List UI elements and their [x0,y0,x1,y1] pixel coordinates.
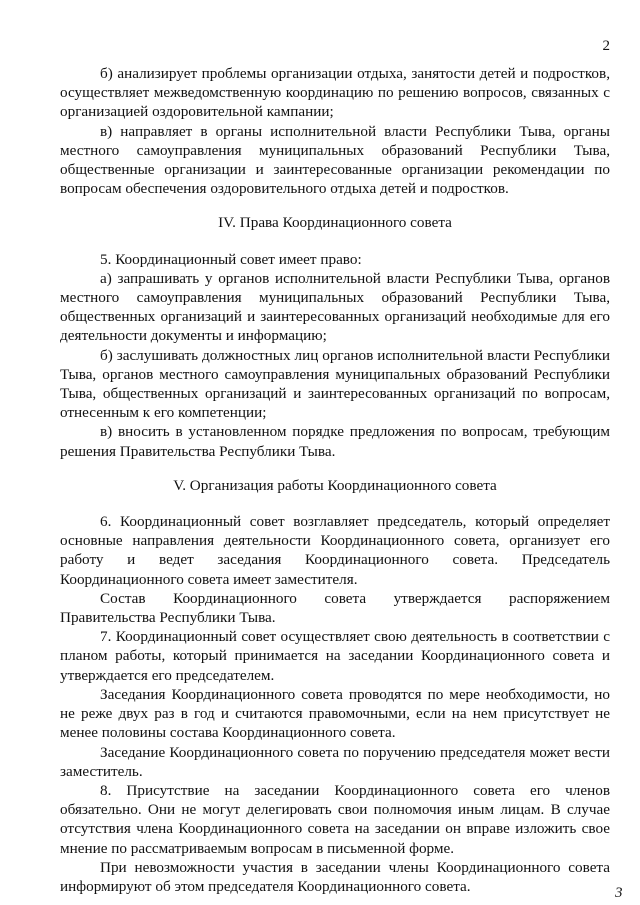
paragraph: При невозможности участия в заседании члены Координационного совета информируют об этом председателя Координационного совета. [60,858,610,895]
section-heading-iv: IV. Права Координационного совета [218,214,452,232]
paragraph: в) вносить в установленном порядке предложения по вопросам, требующим решения Правительства Республики Тыва. [60,423,610,460]
paragraph: 7. Координационный совет осуществляет свою деятельность в соответствии с планом работы, который принимается на заседании Координационного совета и утверждается его председателем. [60,628,610,684]
handwritten-page-mark: 3 [615,885,623,901]
paragraph: 5. Координационный совет имеет право: [100,250,362,268]
document-body [60,64,610,896]
paragraph: 6. Координационный совет возглавляет председатель, который определяет основные направления деятельности Координационного совета, организует его работу и ведет заседания Координационного совета. Председатель Координационного совета имеет заместителя. [60,513,610,588]
paragraph: 8. Присутствие на заседании Координационного совета его членов обязательно. Они не могут делегировать свои полномочия иным лицам. В случае отсутствия члена Координационного совета на заседании он вправе изложить свое мнение по рассматриваемым вопросам в письменной форме. [60,781,610,857]
paragraph: б) анализирует проблемы организации отдыха, занятости детей и подростков, осуществляет межведомственную координацию по решению вопросов, связанных с организацией оздоровительной кампании; [60,65,610,121]
section-heading-v: V. Организация работы Координационного совета [173,476,497,494]
page-number: 2 [602,38,610,54]
paragraph: Заседание Координационного совета по поручению председателя может вести заместитель. [60,743,610,780]
paragraph: Заседания Координационного совета проводятся по мере необходимости, но не реже двух раз в год и считаются правомочными, если на нем присутствует не менее половины состава Координационного совета. [60,685,610,742]
paragraph: в) направляет в органы исполнительной власти Республики Тыва, органы местного самоуправления муниципальных образований Республики Тыва, общественные организации и заинтересованные организации рекомендации по вопросам обеспечения оздоровительного отдыха детей и подростков. [60,122,610,198]
paragraph: б) заслушивать должностных лиц органов исполнительной власти Республики Тыва, органов местного самоуправления муниципальных образований Республики Тыва, общественных организаций и заинтересованных организаций по вопросам, отнесенным к его компетенции; [60,346,610,422]
paragraph: Состав Координационного совета утверждается распоряжением Правительства Республики Тыва. [60,589,610,627]
paragraph: а) запрашивать у органов исполнительной власти Республики Тыва, органов местного самоуправления муниципальных образований Республики Тыва, общественных организаций и заинтересованных организаций необходимые для его деятельности документы и информацию; [60,269,610,345]
